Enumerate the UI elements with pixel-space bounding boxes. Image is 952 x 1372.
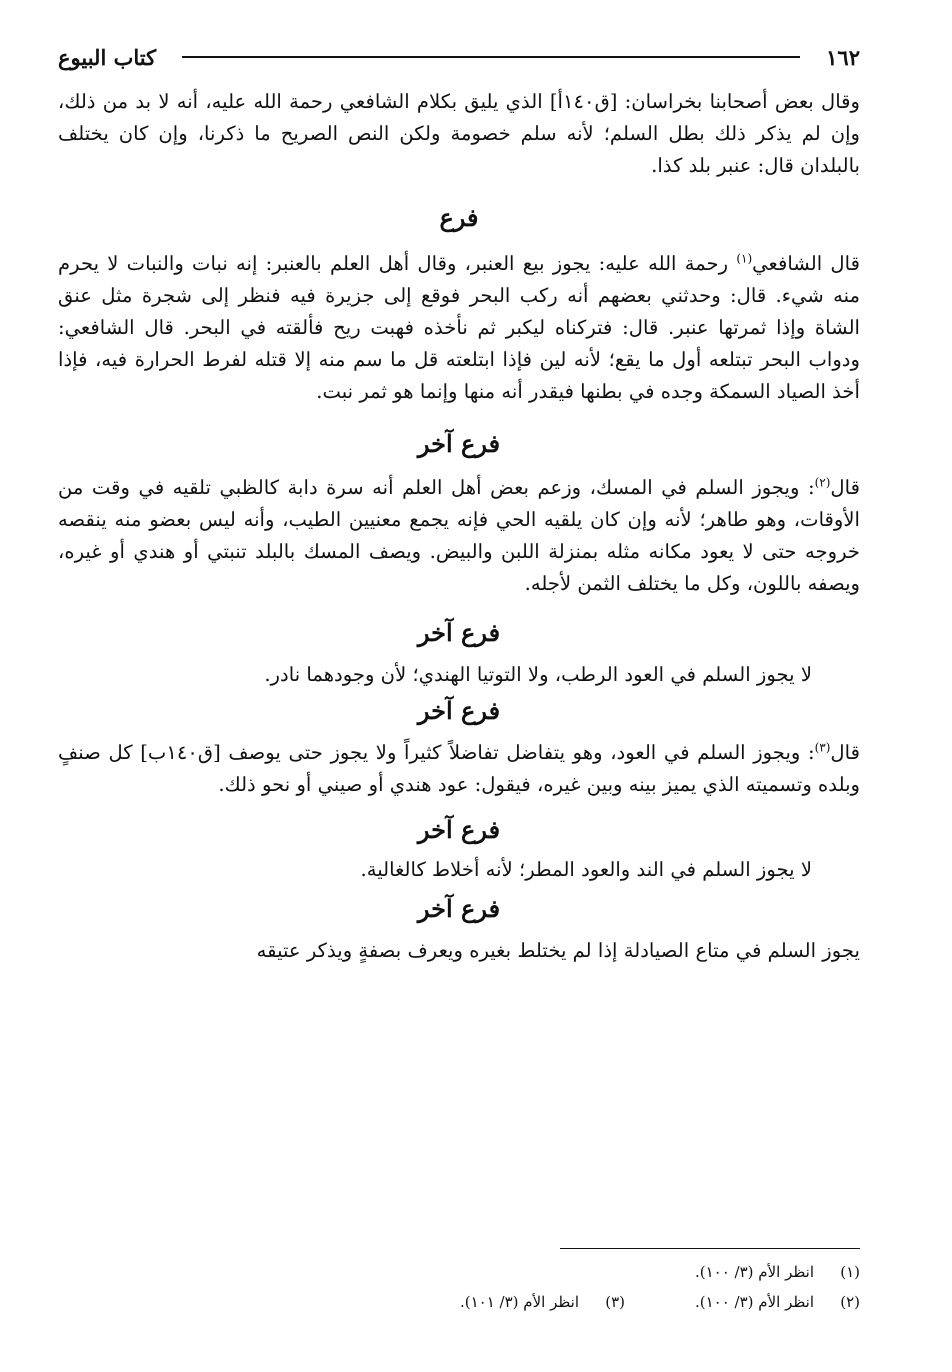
section-paragraph-6: يجوز السلم في متاع الصيادلة إذا لم يختلط بغيره ويعرف بصفةٍ ويذكر عتيقه (256, 939, 860, 963)
footnote-number: (١) (840, 1263, 860, 1281)
section-heading-5: فرع آخر (417, 815, 501, 845)
section-paragraph-3: لا يجوز السلم في العود الرطب، ولا التوتيا الهندي؛ لأن وجودهما نادر. (264, 663, 812, 687)
footnote-1 (625, 1257, 860, 1287)
book-page (58, 40, 860, 1340)
section-heading-6: فرع آخر (417, 894, 501, 924)
footnote-2 (625, 1287, 860, 1317)
section-paragraph-5: لا يجوز السلم في الند والعود المطر؛ لأنه أخلاط كالغالية. (360, 858, 812, 882)
footnote-text: انظر الأم (٣/ ١٠٠). (694, 1293, 814, 1311)
footnote-ref-2[interactable]: (٢) (814, 475, 831, 490)
footnote-text: انظر الأم (٣/ ١٠١). (459, 1293, 579, 1311)
footnote-3 (390, 1287, 625, 1317)
footnote-ref-1[interactable]: (١) (736, 251, 753, 266)
paragraph-lead: قال (830, 475, 860, 499)
footnote-row (58, 1257, 860, 1287)
paragraph-lead: قال (830, 740, 860, 764)
section-paragraph-2 (58, 472, 860, 601)
footnotes (58, 1248, 860, 1317)
header-rule (182, 56, 800, 58)
paragraph-lead: قال الشافعي (752, 251, 860, 275)
book-title: كتاب البيوع (58, 44, 157, 70)
footnote-rule (560, 1248, 860, 1249)
page-header (58, 40, 860, 74)
page-number: ١٦٢ (826, 44, 860, 70)
section-paragraph-1 (58, 248, 860, 409)
paragraph-body: : ويجوز السلم في المسك، وزعم بعض أهل العلم أنه سرة دابة كالظبي تلقيه في وقت من الأوقات، وهو طاهر؛ لأنه وإن كان يلقيه الحي فإنه يجمع معنيين الطيب، وأنه ليس بعضو منه ينقصه خروجه حتى لا يعود مكانه مثله بمنزلة اللبن والبيض. ويصف المسك بالبلد تنبتي أو هندي أو غيره، ويصفه باللون، وكل ما يختلف الثمن لأجله. (58, 475, 860, 596)
footnote-text: انظر الأم (٣/ ١٠٠). (694, 1263, 814, 1281)
section-heading-3: فرع آخر (417, 618, 501, 648)
paragraph-body: : ويجوز السلم في العود، وهو يتفاضل تفاضلاً كثيراً ولا يجوز حتى يوصف [ق١٤٠ب] كل صنفٍ وبلده وتسميته الذي يميز بينه وبين غيره، فيقول: عود هندي أو صيني أو نحو ذلك. (58, 740, 860, 796)
footnote-ref-3[interactable]: (٣) (814, 740, 831, 755)
intro-paragraph: وقال بعض أصحابنا بخراسان: [ق١٤٠أ] الذي يليق بكلام الشافعي رحمة الله عليه، أنه لا بد من ذلك، وإن لم يذكر ذلك بطل السلم؛ لأنه سلم خصومة ولكن النص الصريح ما ذكرنا، وإن كان يختلف بالبلدان قال: عنبر بلد كذا. (58, 90, 860, 178)
footnote-number: (٣) (605, 1293, 625, 1311)
section-heading-2: فرع آخر (417, 428, 501, 458)
footnote-number: (٢) (840, 1293, 860, 1311)
footnote-row (58, 1287, 860, 1317)
section-paragraph-4 (58, 737, 860, 801)
section-heading-1: فرع (439, 202, 479, 232)
section-heading-4: فرع آخر (417, 695, 501, 725)
paragraph-body: رحمة الله عليه: يجوز بيع العنبر، وقال أهل العلم بالعنبر: إنه نبات والنبات لا يحرم منه شيء. قال: وحدثني بعضهم أنه ركب البحر فوقع إلى جزيرة فيه فنظر إلى شجرة مثل عنق الشاة وإذا ثمرتها عنبر. قال: فتركناه ليكبر ثم نأخذه فهبت ريح فألقته في البحر. قال الشافعي: ودواب البحر تبتلعه أول ما يقع؛ لأنه لين فإذا ابتلعته قل ما سم منه إلا قتله لفرط الحرارة فيه، فإذا أخذ الصياد السمكة وجده في بطنها فيقدر أنه منها وإنما هو ثمر نبت. (58, 251, 860, 404)
